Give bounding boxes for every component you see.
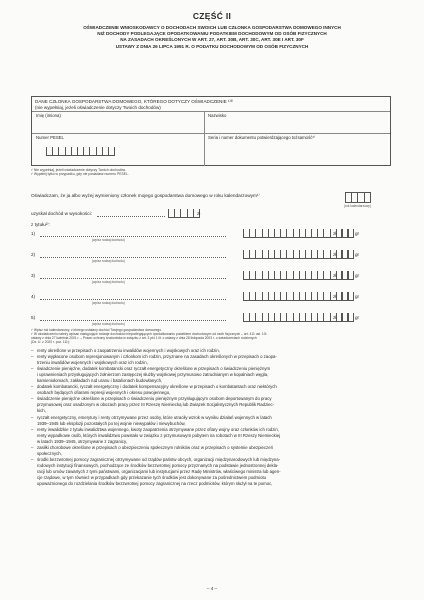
income-type-field[interactable] <box>40 278 226 279</box>
income-type-field[interactable] <box>40 236 226 237</box>
row-grosze-input[interactable] <box>341 313 354 322</box>
income-type-field[interactable] <box>40 257 226 258</box>
currency-label: zł <box>333 231 337 236</box>
row-description: (wpisz rodzaj dochodu) <box>92 280 125 284</box>
first-name-label: Imię (imiona) <box>36 113 61 118</box>
currency-label: zł <box>333 315 337 320</box>
heading-line: NIŻ DOCHODY PODLEGAJĄCE OPODATKOWANIU PODATKIEM DOCHODOWYM OD OSÓB FIZYCZNYCH <box>97 31 327 37</box>
source-label: z tytułu²⁾: <box>31 222 50 227</box>
declaration-heading <box>28 25 396 50</box>
pesel-input[interactable] <box>46 147 115 156</box>
income-type-line: racji lub umów zawartych z tymi państwami, organizacjami lub instytucjami przez Radę Ministrów, właściwego ministra lub agen- <box>37 468 281 474</box>
page-number: – 4 – <box>206 586 218 591</box>
year-note: (rok kalendarzowy) <box>344 204 371 208</box>
divider <box>204 111 205 133</box>
row-description: (wpisz rodzaj dochodu) <box>92 259 125 263</box>
declaration-text: Oświadczam, że ja albo wyżej wymieniony członek mojego gospodarstwa domowego w roku kalendarzowym¹⁾ <box>31 193 260 198</box>
income-type-item <box>31 415 393 427</box>
row-grosze-input[interactable] <box>341 250 354 259</box>
income-type-item <box>31 354 393 366</box>
currency-label: zł <box>333 294 337 299</box>
heading-line: NA ZASADACH OKREŚLONYCH W ART. 27, ART. 30B, ART. 30C, ART. 30E I ART. 30F <box>120 37 304 43</box>
heading-line: OŚWIADCZENIE WNIOSKODAWCY O DOCHODACH SWOICH LUB CZŁONKA GOSPODARSTWA DOMOWEGO INNYCH <box>83 25 341 30</box>
row-number: 5) <box>31 315 36 320</box>
income-type-field[interactable] <box>40 320 226 321</box>
income-type-item <box>31 457 393 487</box>
income-type-item <box>31 396 393 414</box>
income-type-line: renty wypadkowe osób, których inwalidztwo powstało w związku z przymusowym pobytem na robotach w III Rzeszy Niemieckiej <box>37 432 281 438</box>
income-types-list <box>31 348 393 487</box>
footnote: ²⁾ Wypełnij tylko w przypadku, gdy nie posiadasz numeru PESEL. <box>31 172 129 177</box>
income-type-item <box>31 445 393 457</box>
row-number: 3) <box>31 273 36 278</box>
income-type-line: 1939–1945 lub eksplozji pozostałych po tej wojnie niewypałów i niewybuchów, <box>37 420 186 426</box>
income-type-line: – ryczałt energetyczny, emerytury i renty otrzymywane przez osoby, które utraciły wzrok w wyniku działań wojennych w latach <box>37 414 272 420</box>
row-description: (wpisz rodzaj dochodu) <box>92 301 125 305</box>
household-member-box <box>31 96 391 166</box>
income-type-line: cje rządowe, w tym również w przypadkach gdy przekazanie tych środków jest dokonywane za pośrednictwem podmiotu <box>37 474 267 480</box>
divider <box>32 111 390 112</box>
row-description: (wpisz rodzaj dochodu) <box>92 322 125 326</box>
income-type-line: – zasiłki chorobowe określone w przepisach o ubezpieczeniu społecznym rolników oraz w przepisach o systemie ubezpieczeń <box>37 444 273 450</box>
first-name-field[interactable] <box>72 113 200 131</box>
currency-label: zł <box>197 211 201 216</box>
footnote: ¹⁾ Wpisz rok kalendarzowy, z którego ustalany dochód Twojego gospodarstwa domowego. <box>31 328 162 332</box>
income-type-line: upoważnionego do rozdzielania środków bezzwrotnej pomocy zagranicznej na rzecz podmiotów, którym służył na te pomoc, <box>37 481 273 487</box>
income-type-field[interactable] <box>40 299 226 300</box>
id-document-label: Seria i numer dokumentu potwierdzającego tożsamość³⁾ <box>208 135 315 140</box>
year-input[interactable] <box>345 192 371 203</box>
footnote: (Dz. U. z 2020 r. poz. 111): <box>31 340 70 345</box>
divider <box>204 133 205 166</box>
income-type-line: w latach 1939–1945, otrzymywane z zagranicy, <box>37 438 127 444</box>
heading-line: USTAWY Z DNIA 26 LIPCA 1991 R. O PODATKU DOCHODOWYM OD OSÓB FIZYCZNYCH <box>115 43 309 49</box>
middle-footnotes <box>31 328 393 344</box>
grosze-label: gr <box>355 315 360 320</box>
income-type-line: rodowych instytucji finansowych, pochodzące ze środków bezzwrotnej pomocy przyznanych na podstawie jednostronnej dekla- <box>37 462 279 468</box>
income-type-line: i uprawnieniach przysługujących żołnierzom zastępczej służby wojskowej przymusowo zatrudnianym w kopalniach węgla, <box>37 372 269 378</box>
income-type-line: społecznych, <box>37 450 62 456</box>
row-grosze-input[interactable] <box>341 292 354 301</box>
income-type-item <box>31 366 393 384</box>
income-type-line: przymusowej oraz osadzonym w obozach pracy przez III Rzeszę Niemiecką lub Związek Socjalistycznych Republik Radziec- <box>37 402 275 408</box>
row-number: 2) <box>31 252 36 257</box>
income-type-line: – dodatek kombatancki, ryczałt energetyczny i dodatek kompensacyjny określone w przepisach o kombatantach oraz niektórych <box>37 384 277 390</box>
income-type-line: – środki bezzwrotnej pomocy zagranicznej otrzymywane od rządów państw obcych, organizacji międzynarodowych lub międzyna- <box>37 456 281 462</box>
row-description: (wpisz rodzaj dochodu) <box>92 238 125 242</box>
row-grosze-input[interactable] <box>341 271 354 280</box>
income-label: uzyskał dochód w wysokości: <box>31 211 92 216</box>
grosze-label: gr <box>355 273 360 278</box>
grosze-label: gr <box>355 231 360 236</box>
id-document-field[interactable] <box>208 143 386 163</box>
box-title <box>35 99 233 110</box>
income-type-line: – świadczenie pieniężne, dodatek kombatancki oraz ryczałt energetyczny określone w przepisach o świadczeniu pieniężnym <box>37 366 271 372</box>
last-name-label: Nazwisko <box>208 113 227 118</box>
income-type-item <box>31 427 393 445</box>
income-type-line: kamieniołomach, zakładach rud uranu i batalionach budowlanych, <box>37 378 163 384</box>
income-type-line: – renty określone w przepisach o zaopatrzeniu inwalidów wojennych i wojskowych oraz ich rodzin, <box>37 348 220 353</box>
row-grosze-input[interactable] <box>341 229 354 238</box>
income-type-line: trzeniu inwalidów wojennych i wojskowych oraz ich rodzin, <box>37 360 148 366</box>
income-amount-input[interactable] <box>168 209 200 218</box>
grosze-label: gr <box>355 252 360 257</box>
grosze-label: gr <box>355 294 360 299</box>
income-type-line: – renty inwalidzkie z tytułu inwalidztwa wojennego, kwoty zaopatrzenia otrzymywane przez ofiary wojny oraz członków ich rodzin, <box>37 426 279 432</box>
box-title-line: DANE CZŁONKA GOSPODARSTWA DOMOWEGO, KTÓREGO DOTYCZY OŚWIADCZENIE ¹⁾²⁾ <box>35 99 234 104</box>
footnote: ²⁾ W oświadczeniu należy wpisać następujące rodzaje dochodów niepodlegających opodatkowaniu podatkiem dochodowym od osób fizycznych – art. 411 ust. 10i <box>31 332 267 337</box>
footnote: ¹⁾ Nie wypełniaj, jeżeli oświadczenie dotyczy Twoich dochodów. <box>31 168 126 172</box>
box-subtitle-line: (nie wypełniaj, jeżeli oświadczenie dotyczy Twoich dochodów) <box>35 104 161 110</box>
pesel-label: Numer PESEL <box>36 135 64 140</box>
income-type-line: – renty wypłacone osobom represjonowanym i członkom ich rodzin, przyznane na zasadach określonych w przepisach o zaopa- <box>37 354 277 360</box>
row-number: 1) <box>31 231 36 236</box>
row-number: 4) <box>31 294 36 299</box>
last-name-field[interactable] <box>237 113 387 131</box>
currency-label: zł <box>333 273 337 278</box>
box-footnotes <box>31 168 393 177</box>
income-type-item <box>31 384 393 396</box>
income-type-line: osobach będących ofiarami represji wojennych i okresu powojennego, <box>37 390 171 396</box>
currency-label: zł <box>333 252 337 257</box>
income-dots <box>97 216 165 217</box>
page-title: CZĘŚĆ II <box>192 11 232 21</box>
footnote: ustawy z dnia 27 kwietnia 2001 r. – Prawo ochrony środowiska w związku z art. 3 pkt 1 lit. c ustawy z dnia 28 listopada 2003 r. o świadczeniach rodzinnych <box>31 336 257 341</box>
income-type-line: – świadczenie pieniężne określone w przepisach o świadczeniu pieniężnym przysługującym osobom deportowanym do pracy <box>37 396 272 402</box>
divider <box>32 133 390 134</box>
income-type-line: kich, <box>37 408 46 414</box>
